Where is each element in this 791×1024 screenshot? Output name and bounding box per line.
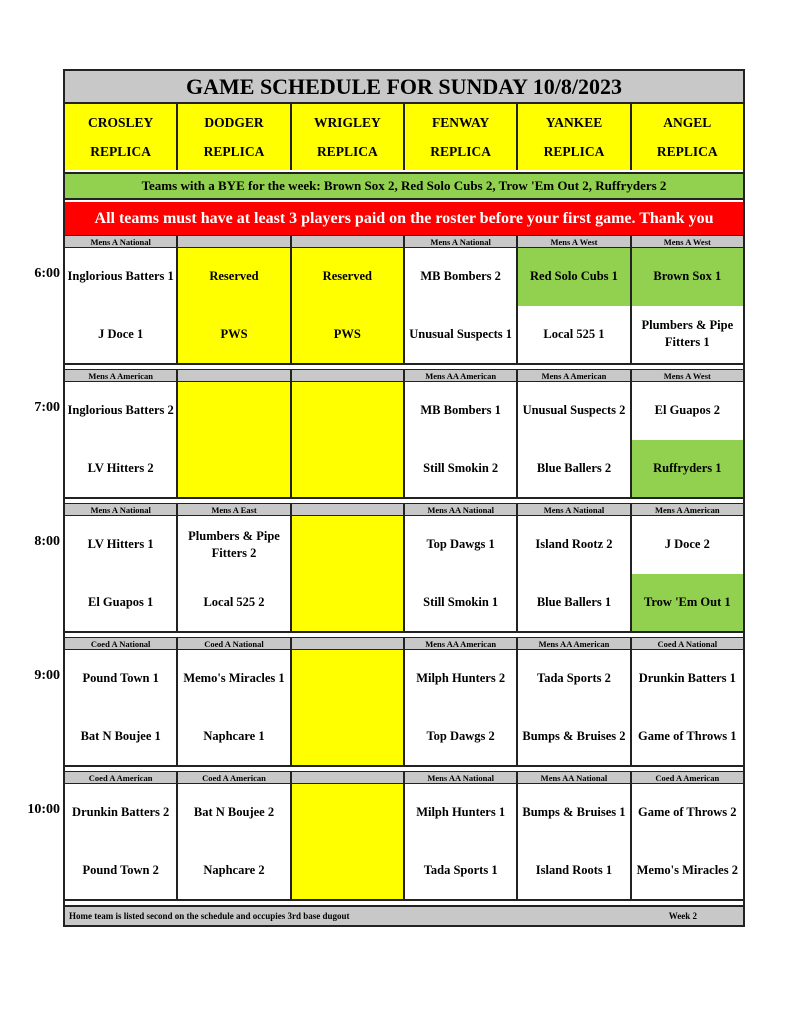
home-team: Blue Ballers 1 xyxy=(536,594,612,609)
game-column xyxy=(405,382,518,497)
away-team: MB Bombers 2 xyxy=(420,269,501,284)
field-sub: REPLICA xyxy=(90,143,152,159)
game-column xyxy=(178,382,291,497)
field-header xyxy=(65,104,178,170)
time-label: 9:00 xyxy=(34,668,60,683)
time-slot-block xyxy=(65,516,743,633)
game-column xyxy=(65,784,178,899)
game-column xyxy=(405,248,518,363)
division-label: Coed A American xyxy=(632,771,743,784)
away-team: Top Dawgs 1 xyxy=(426,537,495,552)
game-column xyxy=(292,382,405,497)
home-team: Pound Town 2 xyxy=(82,862,159,877)
division-label: Mens AA National xyxy=(518,771,631,784)
division-label: Mens A National xyxy=(405,235,518,248)
home-team: Trow 'Em Out 1 xyxy=(632,574,743,632)
game-column xyxy=(632,382,743,497)
home-team: Bumps & Bruises 2 xyxy=(522,728,626,743)
away-team: Milph Hunters 1 xyxy=(416,805,506,820)
game-column xyxy=(632,650,743,765)
division-label xyxy=(292,503,405,516)
field-header-row xyxy=(65,104,743,170)
field-name: YANKEE xyxy=(545,114,603,130)
time-slot-block xyxy=(65,650,743,767)
away-team xyxy=(292,382,403,440)
division-label: Coed A American xyxy=(65,771,178,784)
division-label: Mens AA National xyxy=(405,503,518,516)
division-label xyxy=(292,235,405,248)
game-column xyxy=(65,650,178,765)
game-column xyxy=(292,650,405,765)
division-label: Mens A American xyxy=(65,369,178,382)
home-team: PWS xyxy=(333,326,361,341)
game-column xyxy=(632,516,743,631)
away-team xyxy=(292,516,403,574)
bye-banner: Teams with a BYE for the week: Brown Sox 2, Red Solo Cubs 2, Trow 'Em Out 2, Ruffryders 2 xyxy=(65,172,743,200)
home-team: Top Dawgs 2 xyxy=(426,728,495,743)
home-team: Ruffryders 1 xyxy=(632,440,743,498)
division-row xyxy=(65,369,743,382)
game-column xyxy=(292,516,405,631)
field-name: FENWAY xyxy=(432,114,490,130)
away-team: Drunkin Batters 1 xyxy=(638,671,736,686)
field-name: DODGER xyxy=(204,114,264,130)
footer xyxy=(65,905,743,925)
game-column xyxy=(518,650,631,765)
away-team: Red Solo Cubs 1 xyxy=(518,248,629,306)
division-row xyxy=(65,503,743,516)
field-header xyxy=(405,104,518,170)
game-column xyxy=(178,516,291,631)
division-row xyxy=(65,637,743,650)
home-team: PWS xyxy=(220,326,248,341)
away-team: Pound Town 1 xyxy=(82,671,159,686)
away-team: Brown Sox 1 xyxy=(632,248,743,306)
game-column xyxy=(65,248,178,363)
time-label: 7:00 xyxy=(34,400,60,415)
home-team: Local 525 2 xyxy=(203,594,265,609)
home-team: Island Roots 1 xyxy=(535,862,613,877)
division-label: Mens AA American xyxy=(518,637,631,650)
division-label: Mens A National xyxy=(65,235,178,248)
division-label: Mens AA American xyxy=(405,637,518,650)
away-team: Plumbers & Pipe Fitters 2 xyxy=(188,528,280,560)
footer-note: Home team is listed second on the schedule and occupies 3rd base dugout xyxy=(69,911,350,921)
division-label: Coed A American xyxy=(178,771,291,784)
page-title: GAME SCHEDULE FOR SUNDAY 10/8/2023 xyxy=(65,71,743,104)
home-team: Still Smokin 2 xyxy=(423,460,499,475)
time-label: 10:00 xyxy=(27,802,60,817)
game-column xyxy=(292,784,405,899)
field-sub: REPLICA xyxy=(316,143,378,159)
time-slot-block xyxy=(65,248,743,365)
division-label: Mens AA National xyxy=(405,771,518,784)
game-column xyxy=(178,650,291,765)
division-label xyxy=(178,235,291,248)
home-team xyxy=(292,842,403,900)
away-team xyxy=(292,784,403,842)
division-label xyxy=(178,369,291,382)
home-team: Blue Ballers 2 xyxy=(536,460,612,475)
division-row xyxy=(65,235,743,248)
home-team: Still Smokin 1 xyxy=(423,594,499,609)
home-team: Plumbers & Pipe Fitters 1 xyxy=(641,318,734,350)
division-label: Mens A American xyxy=(632,503,743,516)
division-label: Mens A West xyxy=(518,235,631,248)
division-label: Mens A West xyxy=(632,369,743,382)
home-team xyxy=(292,440,403,498)
game-column xyxy=(518,516,631,631)
home-team: Memo's Miracles 2 xyxy=(636,862,738,877)
game-column xyxy=(292,248,405,363)
division-row xyxy=(65,771,743,784)
time-label: 8:00 xyxy=(34,534,60,549)
field-sub: REPLICA xyxy=(656,143,718,159)
home-team: Naphcare 1 xyxy=(203,728,265,743)
time-slot-block xyxy=(65,382,743,499)
home-team: Naphcare 2 xyxy=(203,862,265,877)
home-team: Local 525 1 xyxy=(543,326,605,341)
division-label: Mens A National xyxy=(518,503,631,516)
away-team: Drunkin Batters 2 xyxy=(72,805,170,820)
away-team: Inglorious Batters 1 xyxy=(67,269,174,284)
home-team: LV Hitters 2 xyxy=(87,460,154,475)
away-team: Memo's Miracles 1 xyxy=(183,671,285,686)
division-label: Mens A American xyxy=(518,369,631,382)
field-header xyxy=(632,104,743,170)
game-column xyxy=(65,516,178,631)
home-team xyxy=(292,708,403,766)
division-label: Coed A National xyxy=(65,637,178,650)
game-column xyxy=(518,248,631,363)
home-team: Unusual Suspects 1 xyxy=(409,326,513,341)
game-column xyxy=(405,650,518,765)
field-name: WRIGLEY xyxy=(313,114,381,130)
home-team xyxy=(292,574,403,632)
week-label: Week 2 xyxy=(668,911,697,921)
home-team: Game of Throws 1 xyxy=(638,728,737,743)
field-name: ANGEL xyxy=(663,114,712,130)
away-team: Inglorious Batters 2 xyxy=(67,403,174,418)
away-team: J Doce 2 xyxy=(664,537,710,552)
game-column xyxy=(65,382,178,497)
away-team: Milph Hunters 2 xyxy=(416,671,506,686)
away-team: Tada Sports 2 xyxy=(537,671,611,686)
game-column xyxy=(632,248,743,363)
away-team: Bumps & Bruises 1 xyxy=(522,805,626,820)
division-label: Mens A East xyxy=(178,503,291,516)
away-team: El Guapos 2 xyxy=(654,403,720,418)
game-column xyxy=(518,784,631,899)
away-team: Island Rootz 2 xyxy=(535,537,613,552)
field-header xyxy=(292,104,405,170)
field-header xyxy=(178,104,291,170)
game-column xyxy=(632,784,743,899)
division-label xyxy=(292,637,405,650)
away-team: LV Hitters 1 xyxy=(87,537,154,552)
game-column xyxy=(518,382,631,497)
division-label xyxy=(292,771,405,784)
division-label: Coed A National xyxy=(178,637,291,650)
away-team: Unusual Suspects 2 xyxy=(522,403,626,418)
game-column xyxy=(405,784,518,899)
field-sub: REPLICA xyxy=(430,143,492,159)
away-team: Reserved xyxy=(322,269,372,284)
away-team xyxy=(178,382,289,440)
division-label: Mens AA American xyxy=(405,369,518,382)
field-sub: REPLICA xyxy=(543,143,605,159)
game-column xyxy=(178,784,291,899)
home-team: Bat N Boujee 1 xyxy=(80,728,161,743)
division-label: Mens A National xyxy=(65,503,178,516)
time-label: 6:00 xyxy=(34,266,60,281)
home-team xyxy=(178,440,289,498)
roster-notice: All teams must have at least 3 players paid on the roster before your first game. Thank you xyxy=(65,202,743,235)
game-column xyxy=(178,248,291,363)
away-team: Reserved xyxy=(209,269,259,284)
away-team: Game of Throws 2 xyxy=(638,805,737,820)
field-sub: REPLICA xyxy=(203,143,265,159)
division-label: Mens A West xyxy=(632,235,743,248)
home-team: Tada Sports 1 xyxy=(423,862,498,877)
away-team: Bat N Boujee 2 xyxy=(193,805,275,820)
division-label: Coed A National xyxy=(632,637,743,650)
home-team: El Guapos 1 xyxy=(88,594,154,609)
schedule-sheet xyxy=(63,69,745,927)
away-team xyxy=(292,650,403,708)
field-header xyxy=(518,104,631,170)
game-column xyxy=(405,516,518,631)
home-team: J Doce 1 xyxy=(98,326,144,341)
division-label xyxy=(292,369,405,382)
time-slot-block xyxy=(65,784,743,901)
field-name: CROSLEY xyxy=(88,114,154,130)
away-team: MB Bombers 1 xyxy=(420,403,501,418)
